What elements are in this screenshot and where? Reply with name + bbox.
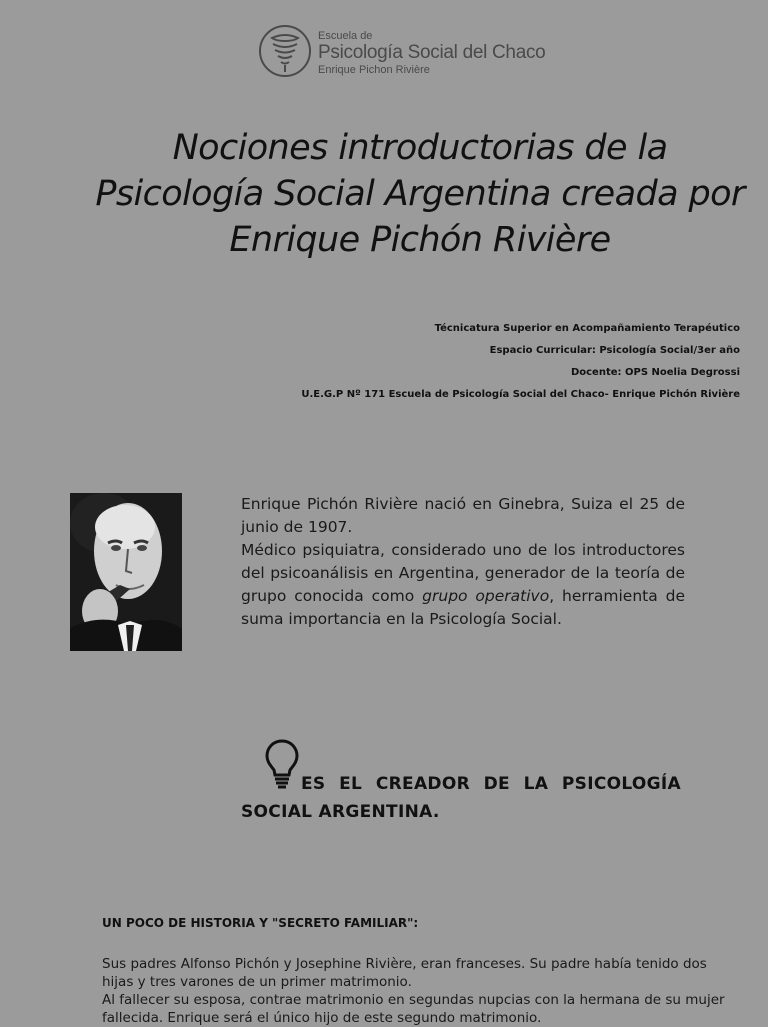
bio-text (241, 493, 685, 631)
info-line-school: U.E.G.P Nº 171 Escuela de Psicología Social del Chaco- Enrique Pichón Rivière (301, 389, 740, 400)
document-title: Nociones introductorias de la Psicología Social Argentina creada por Enrique Pichón Rivière (95, 128, 745, 260)
bio-desc-end: , herramienta de suma importancia en la Psicología Social. (241, 587, 685, 628)
info-line-teacher: Docente: OPS Noelia Degrossi (570, 367, 740, 378)
logo-line-3: Enrique Pichon Rivière (318, 64, 430, 76)
info-line-subject: Espacio Curricular: Psicología Social/3er año (489, 345, 740, 356)
bio-desc-start: Médico psiquiatra, considerado uno de los introductores del psicoanálisis en Argentina, generador de la teoría de grupo conocida como (241, 541, 685, 605)
history-paragraph-2: Al fallecer su esposa, contrae matrimonio en segundas nupcias con la hermana de su mujer fallecida. Enrique será el único hijo de este segundo matrimonio. (102, 992, 725, 1026)
history-paragraph-1: Sus padres Alfonso Pichón y Josephine Rivière, eran franceses. Su padre había tenido dos hijas y tres varones de un primer matrimonio. (102, 956, 707, 990)
portrait-photo (70, 493, 182, 651)
course-info (301, 318, 740, 406)
spiral-logo-icon (258, 24, 314, 80)
history-heading: UN POCO DE HISTORIA Y "SECRETO FAMILIAR": (102, 916, 419, 930)
history-text (102, 955, 732, 1027)
bio-description (241, 539, 685, 631)
info-line-program: Técnicatura Superior en Acompañamiento Terapéutico (434, 323, 740, 334)
bio-desc-italic: grupo operativo (422, 587, 550, 605)
creator-text: ES EL CREADOR DE LA PSICOLOGÍA SOCIAL ARGENTINA. (241, 774, 681, 822)
logo-line-1: Escuela de (318, 30, 373, 42)
school-logo (258, 24, 558, 84)
creator-statement (241, 770, 681, 826)
bio-birth: Enrique Pichón Rivière nació en Ginebra, Suiza el 25 de junio de 1907. (241, 495, 685, 536)
logo-line-2: Psicología Social del Chaco (318, 42, 546, 63)
